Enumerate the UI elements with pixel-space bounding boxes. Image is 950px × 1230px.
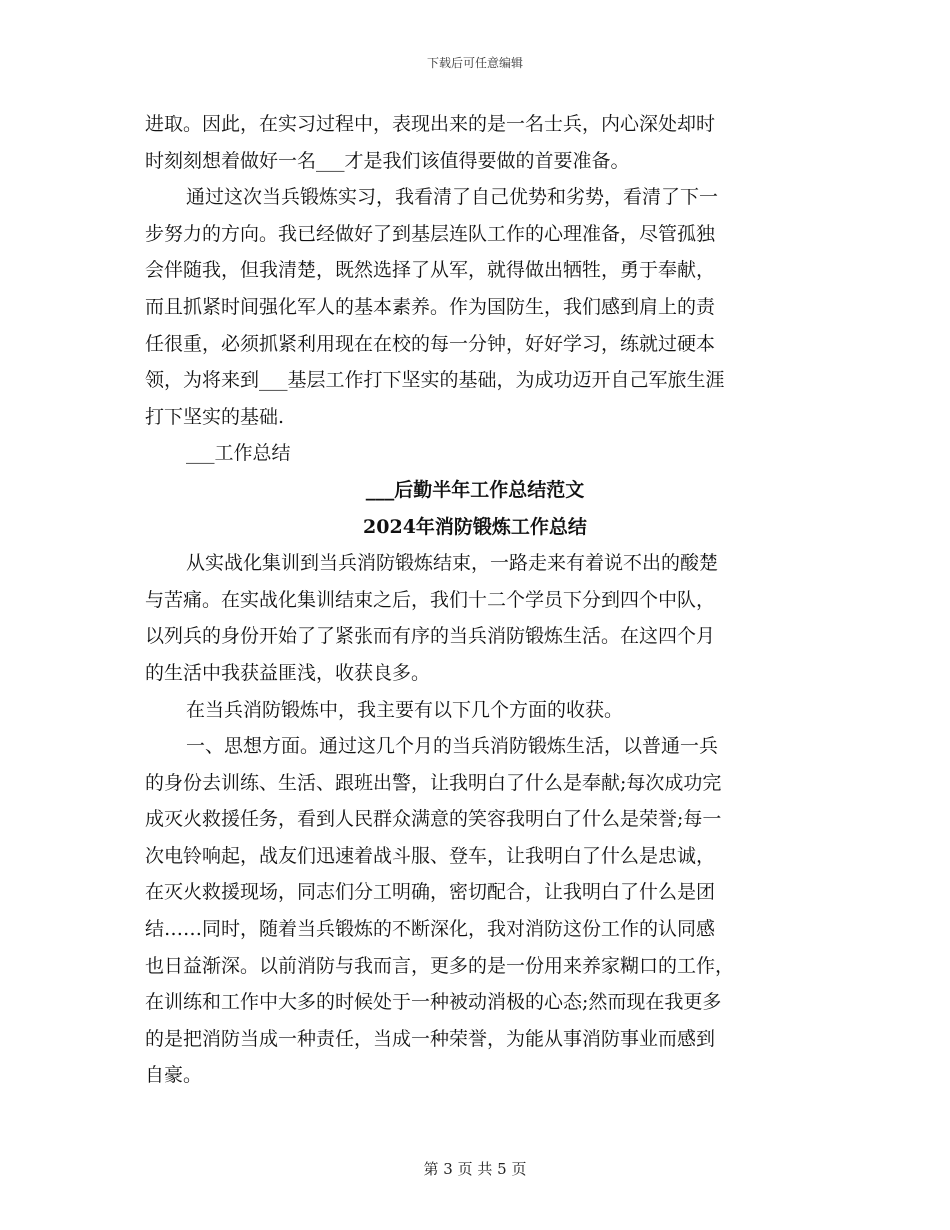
paragraph-line: 与苦痛。在实战化集训结束之后，我们十二个学员下分到四个中队， (145, 588, 716, 611)
section-title: 2024年消防锻炼工作总结 (363, 515, 587, 538)
paragraph-line: 的身份去训练、生活、跟班出警，让我明白了什么是奉献;每次成功完 (145, 771, 722, 794)
paragraph-first-line: ___工作总结 (186, 442, 291, 465)
paragraph-line: 成灭火救援任务，看到人民群众满意的笑容我明白了什么是荣誉;每一 (145, 808, 722, 831)
paragraph-line: 次电铃响起，战友们迅速着战斗服、登车，让我明白了什么是忠诚， (145, 844, 716, 867)
paragraph-line: 任很重，必须抓紧利用现在在校的每一分钟，好好学习，练就过硬本 (145, 332, 716, 355)
paragraph-line: 步努力的方向。我已经做好了到基层连队工作的心理准备，尽管孤独 (145, 222, 716, 245)
paragraph-line: 进取。因此，在实习过程中，表现出来的是一名士兵，内心深处却时 (145, 113, 716, 135)
paragraph-line: 结……同时，随着当兵锻炼的不断深化，我对消防这份工作的认同感 (145, 918, 716, 941)
paragraph-line: 而且抓紧时间强化军人的基本素养。作为国防生，我们感到肩上的责 (145, 295, 716, 318)
paragraph-line: 的是把消防当成一种责任，当成一种荣誉，为能从事消防事业而感到 (145, 1027, 716, 1050)
paragraph-first-line: 通过这次当兵锻炼实习，我看清了自己优势和劣势，看清了下一 (186, 186, 719, 209)
paragraph-first-line: 一、思想方面。通过这几个月的当兵消防锻炼生活，以普通一兵 (186, 735, 719, 758)
document-body (145, 106, 805, 1094)
page-header: 下载后可任意编辑 (426, 56, 523, 70)
paragraph-line: 时刻刻想着做好一名___才是我们该值得要做的首要准备。 (145, 149, 630, 172)
paragraph-line: 打下坚实的基础. (145, 405, 285, 428)
paragraph-line: 会伴随我，但我清楚，既然选择了从军，就得做出牺牲，勇于奉献， (145, 259, 716, 282)
paragraph-first-line: 在当兵消防锻炼中，我主要有以下几个方面的收获。 (186, 698, 624, 721)
paragraph-line: 以列兵的身份开始了了紧张而有序的当兵消防锻炼生活。在这四个月 (145, 625, 716, 648)
paragraph-line: 领，为将来到___基层工作打下坚实的基础，为成功迈开自己军旅生涯 (145, 369, 725, 392)
paragraph-line: 的生活中我获益匪浅，收获良多。 (145, 661, 431, 684)
section-title: ___后勤半年工作总结范文 (365, 478, 585, 501)
paragraph-line: 自豪。 (145, 1064, 203, 1087)
paragraph-first-line: 从实战化集训到当兵消防锻炼结束，一路走来有着说不出的酸楚 (186, 552, 719, 575)
paragraph-line: 在训练和工作中大多的时候处于一种被动消极的心态;然而现在我更多 (145, 991, 722, 1014)
paragraph-line: 也日益渐深。以前消防与我而言，更多的是一份用来养家糊口的工作， (145, 954, 735, 977)
page-footer: 第 3 页 共 5 页 (423, 1160, 527, 1178)
paragraph-line: 在灭火救援现场，同志们分工明确，密切配合，让我明白了什么是团 (145, 881, 716, 904)
